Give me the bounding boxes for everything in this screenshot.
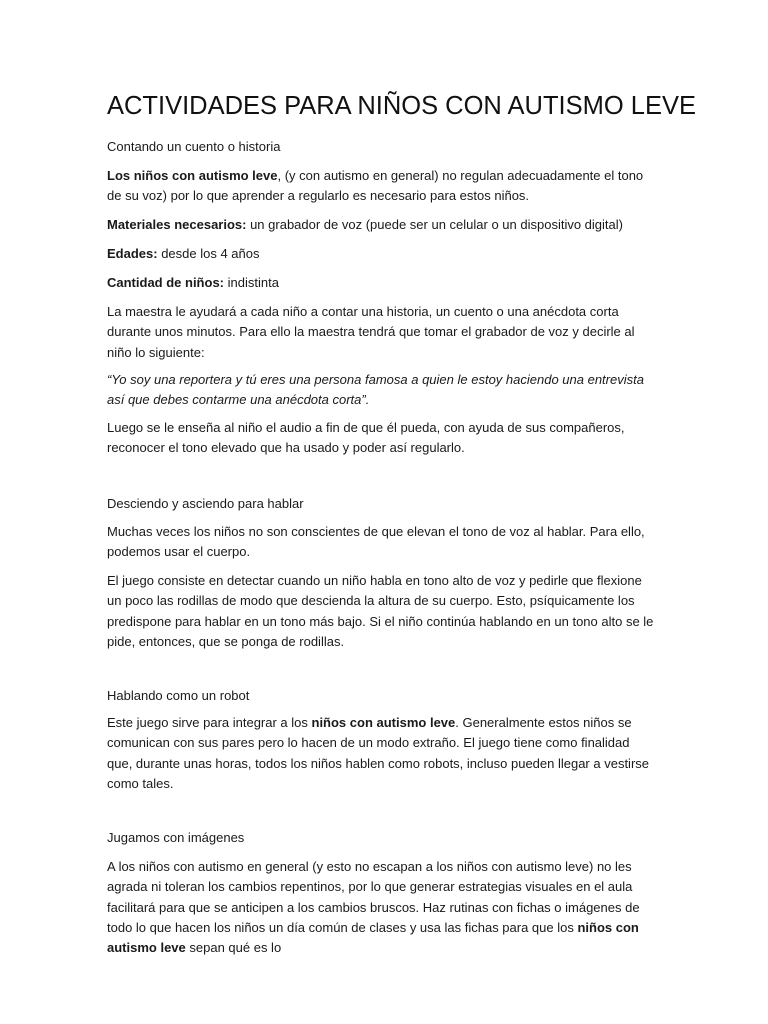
quote-text: “Yo soy una reportera y tú eres una persona famosa a quien le estoy haciendo una entrevista así que debes contarme una anécdota corta”. xyxy=(107,372,644,408)
bold-text: niños con autismo leve xyxy=(107,919,639,956)
section-heading-robot: Hablando como un robot xyxy=(107,688,250,703)
section-heading-contando: Contando un cuento o historia xyxy=(107,139,281,154)
count-label: Cantidad de niños: xyxy=(107,275,224,290)
paragraph-teacher: La maestra le ayudará a cada niño a contar una historia, un cuento o una anécdota corta durante unos minutos. Para ello la maestra tendrá que tomar el grabador de voz y decirle al niño lo siguiente: xyxy=(107,304,635,360)
document-title: ACTIVIDADES PARA NIÑOS CON AUTISMO LEVE xyxy=(107,92,696,120)
paragraph-audio: Luego se le enseña al niño el audio a fin de que él pueda, con ayuda de sus compañeros, reconocer el tono elevado que ha usado y poder así regularlo. xyxy=(107,420,625,456)
paragraph-text: , (y con autismo en general) no regulan adecuadamente el tono de su voz) por lo que aprender a regularlo es necesario para estos niños. xyxy=(107,168,644,204)
paragraph-text: sepan qué es lo xyxy=(185,940,282,956)
paragraph-juego-rodillas: El juego consiste en detectar cuando un niño habla en tono alto de voz y pedirle que flexione un poco las rodillas de modo que descienda la altura de su cuerpo. Esto, psíquicamente los predispone para hablar en un tono más bajo. Si el niño continúa hablando en un tono alto se le pide, entonces, que se ponga de rodillas. xyxy=(107,573,654,649)
paragraph-text: A los niños con autismo en general (y esto no escapan a los niños con autismo leve) no les agrada ni toleran los cambios repentinos, por lo que generar estrategias visuales en el aula facilitará para que se anticipen a los cambios bruscos. Haz rutinas con fichas o imágenes de todo lo que hacen los niños un día común de clases y usa las fichas para que los xyxy=(107,859,640,935)
bold-text: niños con autismo leve xyxy=(311,715,456,730)
count-value: indistinta xyxy=(224,275,279,290)
paragraph-text: . Generalmente estos niños se comunican con sus pares pero lo hacen de un modo extraño. El juego tiene como finalidad que, durante unas horas, todos los niños hablen como robots, incluso pueden llegar a vestirse como tales. xyxy=(107,715,650,791)
paragraph-imagenes xyxy=(107,857,655,958)
paragraph-intro xyxy=(107,166,655,207)
section-heading-imagenes: Jugamos con imágenes xyxy=(107,830,245,845)
ages-label: Edades: xyxy=(107,246,158,261)
materials-label: Materiales necesarios: xyxy=(107,217,247,232)
ages-line xyxy=(107,244,655,264)
ages-value: desde los 4 años xyxy=(157,246,260,261)
paragraph-conscientes: Muchas veces los niños no son conscientes de que elevan el tono de voz al hablar. Para ello, podemos usar el cuerpo. xyxy=(107,524,645,560)
materials-line xyxy=(107,215,655,235)
paragraph-robot xyxy=(107,713,655,794)
paragraph-text: Este juego sirve para integrar a los xyxy=(107,715,312,730)
quote-paragraph xyxy=(107,370,655,411)
count-line xyxy=(107,273,655,293)
bold-text: Los niños con autismo leve xyxy=(107,168,278,183)
materials-value: un grabador de voz (puede ser un celular o un dispositivo digital) xyxy=(246,217,623,232)
section-heading-desciendo: Desciendo y asciendo para hablar xyxy=(107,496,304,511)
